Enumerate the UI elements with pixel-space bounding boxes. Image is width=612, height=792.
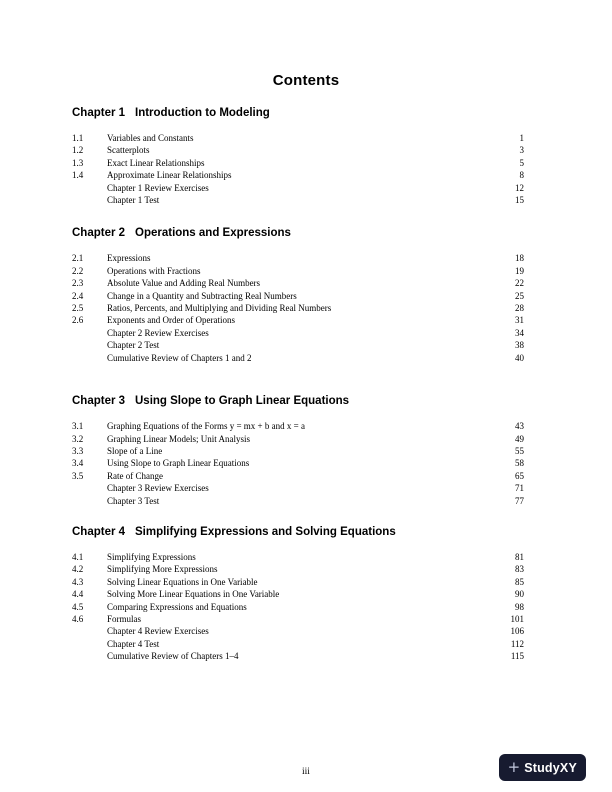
entry-title: Chapter 2 Test [107,340,160,351]
entry-page: 31 [515,315,524,326]
entry-title: Exact Linear Relationships [107,157,205,168]
entry-title: Simplifying Expressions [107,551,196,562]
entry-title: Graphing Linear Models; Unit Analysis [107,433,250,444]
entry-number: 4.5 [72,601,84,612]
chapter-label: Chapter 1 [72,107,126,119]
entry-title: Chapter 1 Test [107,195,160,206]
entry-number: 3.1 [72,421,84,432]
entry-title: Expressions [107,253,151,264]
toc-entry [72,650,524,662]
entry-number [72,650,107,662]
entry-number [72,327,107,339]
chapters [72,106,524,663]
entry-title: Graphing Equations of the Forms y = mx + b and x = a [107,421,305,432]
entry-title: Chapter 4 Test [107,638,160,649]
logo-text [524,761,577,775]
entry-number: 3.3 [72,445,84,456]
toc-entry [72,157,524,169]
chapter-section [72,106,524,206]
entry-page: 43 [515,421,524,432]
entry-page: 81 [515,551,524,562]
entry-title: Chapter 4 Review Exercises [107,626,209,637]
entry-title: Chapter 3 Test [107,495,160,506]
entry-page: 1 [519,133,524,143]
entry-number [72,495,107,507]
entry-page: 12 [515,182,524,193]
entry-number [72,194,107,206]
entry-title: Slope of a Line [107,445,163,456]
entry-page: 77 [515,495,524,506]
entry-page: 90 [515,589,524,600]
chapter-label: Chapter 2 [72,227,126,240]
entry-page: 55 [515,445,524,456]
entry-page: 83 [515,564,524,575]
toc-entry [72,182,524,194]
chapter-title: Simplifying Expressions and Solving Equations [135,525,396,538]
toc-entry [72,420,524,432]
toc-entry [72,302,524,314]
entry-number: 2.6 [72,315,84,326]
toc-entry [72,445,524,457]
entry-page: 3 [519,145,524,156]
logo-text-primary: Study [524,760,560,775]
entry-number: 1.4 [72,170,84,181]
chapter-entries [72,252,524,364]
entry-title: Rate of Change [107,470,163,481]
toc-entry [72,470,524,482]
entry-title: Simplifying More Expressions [107,564,218,575]
entry-number: 2.2 [72,265,84,276]
toc-entry [72,352,524,364]
chapter-label: Chapter 4 [72,525,126,538]
entry-page: 101 [510,613,524,624]
chapter-heading [72,394,524,408]
entry-page: 40 [515,352,524,363]
entry-title: Ratios, Percents, and Multiplying and Dividing Real Numbers [107,303,332,314]
entry-page: 58 [515,458,524,469]
entry-number: 4.4 [72,589,84,600]
toc-entry [72,588,524,600]
entry-title: Comparing Expressions and Equations [107,601,247,612]
entry-page: 85 [515,576,524,587]
toc-entry [72,613,524,625]
toc-entry [72,457,524,469]
page-title: Contents [272,72,340,89]
entry-page: 28 [515,303,524,314]
entry-page: 8 [519,170,524,181]
chapter-entries [72,420,524,507]
entry-title: Absolute Value and Adding Real Numbers [107,278,261,289]
entry-title: Change in a Quantity and Subtracting Real Numbers [107,290,297,301]
entry-number [72,182,107,194]
entry-page: 34 [515,327,524,338]
entry-title: Formulas [107,613,142,624]
toc-entry [72,169,524,181]
chapter-heading [72,106,524,120]
entry-number [72,625,107,637]
entry-page: 15 [515,195,524,206]
entry-title: Solving Linear Equations in One Variable [107,576,258,587]
entry-page: 98 [515,601,524,612]
entry-page: 112 [510,638,524,649]
entry-number [72,638,107,650]
entry-title: Approximate Linear Relationships [107,170,232,181]
entry-number: 1.1 [72,133,84,143]
logo-text-secondary: XY [559,760,577,775]
entry-title: Scatterplots [107,145,150,156]
chapter-title: Introduction to Modeling [135,107,270,119]
entry-number: 3.5 [72,470,84,481]
toc-entry [72,252,524,264]
footer-page-number: iii [302,767,310,777]
entry-title: Cumulative Review of Chapters 1–4 [107,651,239,662]
toc-entry [72,495,524,507]
toc-entry [72,314,524,326]
entry-number: 4.2 [72,564,84,575]
entry-page: 65 [515,470,524,481]
chapter-heading [72,525,524,539]
entry-title: Exponents and Order of Operations [107,315,235,326]
toc-entry [72,144,524,156]
toc-entry [72,563,524,575]
toc-entry [72,638,524,650]
chapter-section [72,394,524,507]
entry-number: 3.2 [72,433,84,444]
chapter-heading [72,226,524,240]
toc-entry [72,265,524,277]
entry-page: 115 [510,651,524,662]
entry-page: 71 [515,483,524,494]
toc-entry [72,194,524,206]
entry-number: 4.3 [72,576,84,587]
chapter-title: Operations and Expressions [135,227,291,240]
toc-entry [72,277,524,289]
toc-entry [72,132,524,144]
entry-page: 22 [515,278,524,289]
entry-number: 4.6 [72,613,84,624]
entry-title: Using Slope to Graph Linear Equations [107,458,250,469]
toc-entry [72,327,524,339]
entry-number: 2.4 [72,290,84,301]
entry-title: Operations with Fractions [107,265,201,276]
chapter-entries [72,132,524,206]
entry-page: 19 [515,265,524,276]
toc-entry [72,551,524,563]
toc-entry [72,433,524,445]
plus-icon: + [507,757,521,776]
entry-number: 2.1 [72,253,84,264]
entry-page: 106 [510,626,524,637]
entry-page: 38 [515,340,524,351]
chapter-label: Chapter 3 [72,395,126,408]
entry-number: 1.3 [72,157,84,168]
studyxy-logo [499,754,586,781]
toc-entry [72,601,524,613]
toc-entry [72,625,524,637]
chapter-entries [72,551,524,663]
toc-entry [72,339,524,351]
toc-entry [72,482,524,494]
toc-entry [72,576,524,588]
entry-number: 4.1 [72,551,84,562]
entry-page: 49 [515,433,524,444]
entry-number: 3.4 [72,458,84,469]
entry-page: 25 [515,290,524,301]
entry-number [72,339,107,351]
entry-title: Chapter 2 Review Exercises [107,327,209,338]
entry-number: 2.3 [72,278,84,289]
chapter-section [72,525,524,663]
entry-title: Chapter 3 Review Exercises [107,483,209,494]
entry-page: 18 [515,253,524,264]
entry-title: Chapter 1 Review Exercises [107,182,209,193]
chapter-section [72,226,524,364]
entry-number: 1.2 [72,145,84,156]
entry-title: Solving More Linear Equations in One Variable [107,589,280,600]
entry-title: Variables and Constants [107,133,194,143]
chapter-title: Using Slope to Graph Linear Equations [135,395,350,408]
entry-number [72,352,107,364]
entry-number [72,482,107,494]
entry-number: 2.5 [72,303,84,314]
toc-entry [72,290,524,302]
entry-page: 5 [519,157,524,168]
entry-title: Cumulative Review of Chapters 1 and 2 [107,352,252,363]
